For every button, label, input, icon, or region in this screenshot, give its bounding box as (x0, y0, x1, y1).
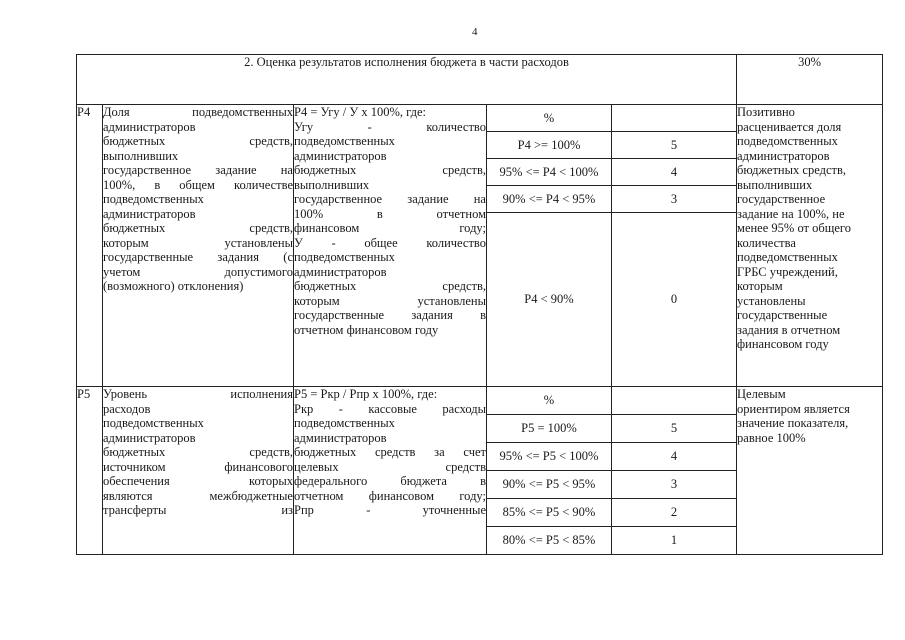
text-line: обеспечения которых (103, 474, 293, 488)
scale-row (487, 443, 736, 471)
scale-row (487, 132, 736, 159)
scale-condition: 90% <= Р4 < 95% (487, 186, 612, 213)
text-line: отчетном финансовом году (294, 322, 439, 337)
text-line: расходов (103, 401, 151, 416)
scale-condition: 80% <= Р5 < 85% (487, 527, 612, 555)
text-line: подведомственных (737, 250, 838, 264)
scale-row (487, 213, 736, 387)
text-line: финансовом году; (294, 221, 486, 235)
scale-condition: 95% <= Р4 < 100% (487, 159, 612, 186)
text-line: бюджетных средств, (103, 134, 293, 148)
text-line: которым (737, 279, 783, 293)
text-line: выполнивших (737, 177, 813, 192)
score-scale-table (487, 387, 736, 554)
scale-header-row (487, 105, 736, 132)
text-line: администраторов (737, 148, 830, 163)
scale-row (487, 186, 736, 213)
text-line: государственные задания в (294, 308, 486, 322)
text-line: Р5 = Ркр / Рпр х 100%, где: (294, 387, 438, 401)
scale-condition: Р4 >= 100% (487, 132, 612, 159)
text-line: бюджетных средств, (294, 279, 486, 293)
text-line: подведомственных (294, 134, 395, 148)
text-line: являются межбюджетные (103, 488, 293, 503)
scale-score-header (612, 105, 737, 132)
section-weight: 30% (737, 55, 883, 105)
scale-condition: 85% <= Р5 < 90% (487, 499, 612, 527)
indicator-formula (294, 105, 487, 387)
score-scale-table (487, 105, 736, 386)
scale-condition: Р4 < 90% (487, 213, 612, 387)
text-line: государственные задания (с (103, 250, 293, 264)
text-line: Позитивно (737, 105, 795, 119)
text-line: государственное задание на (103, 163, 293, 177)
text-line: бюджетных средств, (294, 163, 486, 177)
scale-score: 4 (612, 443, 737, 471)
text-line: подведомственных (737, 134, 838, 148)
page-number: 4 (472, 26, 478, 38)
scale-score: 4 (612, 159, 737, 186)
scale-score: 3 (612, 471, 737, 499)
text-line: Угу - количество (294, 119, 486, 134)
scale-condition: 95% <= Р5 < 100% (487, 443, 612, 471)
text-line: ГРБС учреждений, (737, 264, 838, 279)
text-line: администраторов (294, 264, 387, 279)
text-line: подведомственных (103, 192, 204, 206)
text-line: подведомственных (103, 416, 204, 430)
scale-row (487, 471, 736, 499)
score-scale (487, 387, 737, 555)
text-line: выполнивших (294, 177, 370, 192)
text-line: выполнивших (103, 148, 179, 163)
text-line: ориентиром является (737, 401, 850, 416)
text-line: 100% в отчетном (294, 206, 486, 221)
text-line: администраторов (103, 206, 196, 221)
scale-score-header (612, 387, 737, 415)
indicator-comment (737, 105, 883, 387)
text-line: бюджетных средств, (103, 445, 293, 459)
text-line: Р4 = Угу / У х 100%, где: (294, 105, 427, 119)
text-line: отчетном финансовом году; (294, 488, 486, 503)
scale-condition: Р5 = 100% (487, 415, 612, 443)
text-line: Ркр - кассовые расходы (294, 401, 486, 416)
text-line: Доля подведомственных (103, 105, 293, 119)
text-line: администраторов (103, 119, 196, 134)
text-line: бюджетных средств, (737, 163, 846, 177)
text-line: источником финансового (103, 459, 293, 474)
text-line: администраторов (294, 148, 387, 163)
scale-condition: 90% <= Р5 < 95% (487, 471, 612, 499)
text-line: (возможного) отклонения) (103, 279, 244, 293)
text-line: целевых средств (294, 459, 486, 474)
indicator-comment (737, 387, 883, 555)
text-line: Уровень исполнения (103, 387, 293, 401)
text-line: менее 95% от общего (737, 221, 851, 235)
indicator-row-p4 (77, 105, 883, 387)
scale-row (487, 159, 736, 186)
scale-score: 0 (612, 213, 737, 387)
text-line: государственное задание на (294, 192, 486, 206)
text-line: подведомственных (294, 416, 395, 430)
indicator-code: Р5 (77, 387, 103, 555)
scale-unit: % (487, 387, 612, 415)
text-line: задание на 100%, не (737, 206, 845, 221)
indicator-row-p5 (77, 387, 883, 555)
text-line: государственное (737, 192, 826, 206)
scale-score: 3 (612, 186, 737, 213)
text-line: трансферты из (103, 503, 293, 517)
text-line: 100%, в общем количестве (103, 177, 293, 192)
scale-score: 5 (612, 132, 737, 159)
text-line: значение показателя, (737, 416, 849, 430)
text-line: бюджетных средств, (103, 221, 293, 235)
scale-score: 1 (612, 527, 737, 555)
text-line: администраторов (294, 430, 387, 445)
scale-row (487, 415, 736, 443)
text-line: подведомственных (294, 250, 395, 264)
text-line: администраторов (103, 430, 196, 445)
indicator-name (103, 105, 294, 387)
scale-row (487, 527, 736, 555)
text-line: количества (737, 235, 796, 250)
indicator-code: Р4 (77, 105, 103, 387)
text-line: задания в отчетном (737, 322, 841, 337)
text-line: У - общее количество (294, 235, 486, 250)
scale-unit: % (487, 105, 612, 132)
text-line: Рпр - уточненные (294, 503, 486, 517)
text-line: расценивается доля (737, 119, 842, 134)
text-line: равное 100% (737, 430, 806, 445)
text-line: государственные (737, 308, 828, 322)
indicator-name (103, 387, 294, 555)
text-line: финансовом году (737, 337, 829, 351)
scale-header-row (487, 387, 736, 415)
score-scale (487, 105, 737, 387)
text-line: которым установлены (103, 235, 293, 250)
indicator-formula (294, 387, 487, 555)
text-line: бюджетных средств за счет (294, 445, 486, 459)
section-title: 2. Оценка результатов исполнения бюджета в части расходов (77, 55, 737, 105)
text-line: которым установлены (294, 293, 486, 308)
scale-row (487, 499, 736, 527)
indicator-table (76, 54, 883, 555)
text-line: федерального бюджета в (294, 474, 486, 488)
scale-score: 5 (612, 415, 737, 443)
section-row (77, 55, 883, 105)
text-line: Целевым (737, 387, 786, 401)
text-line: установлены (737, 293, 806, 308)
scale-score: 2 (612, 499, 737, 527)
text-line: учетом допустимого (103, 264, 293, 279)
